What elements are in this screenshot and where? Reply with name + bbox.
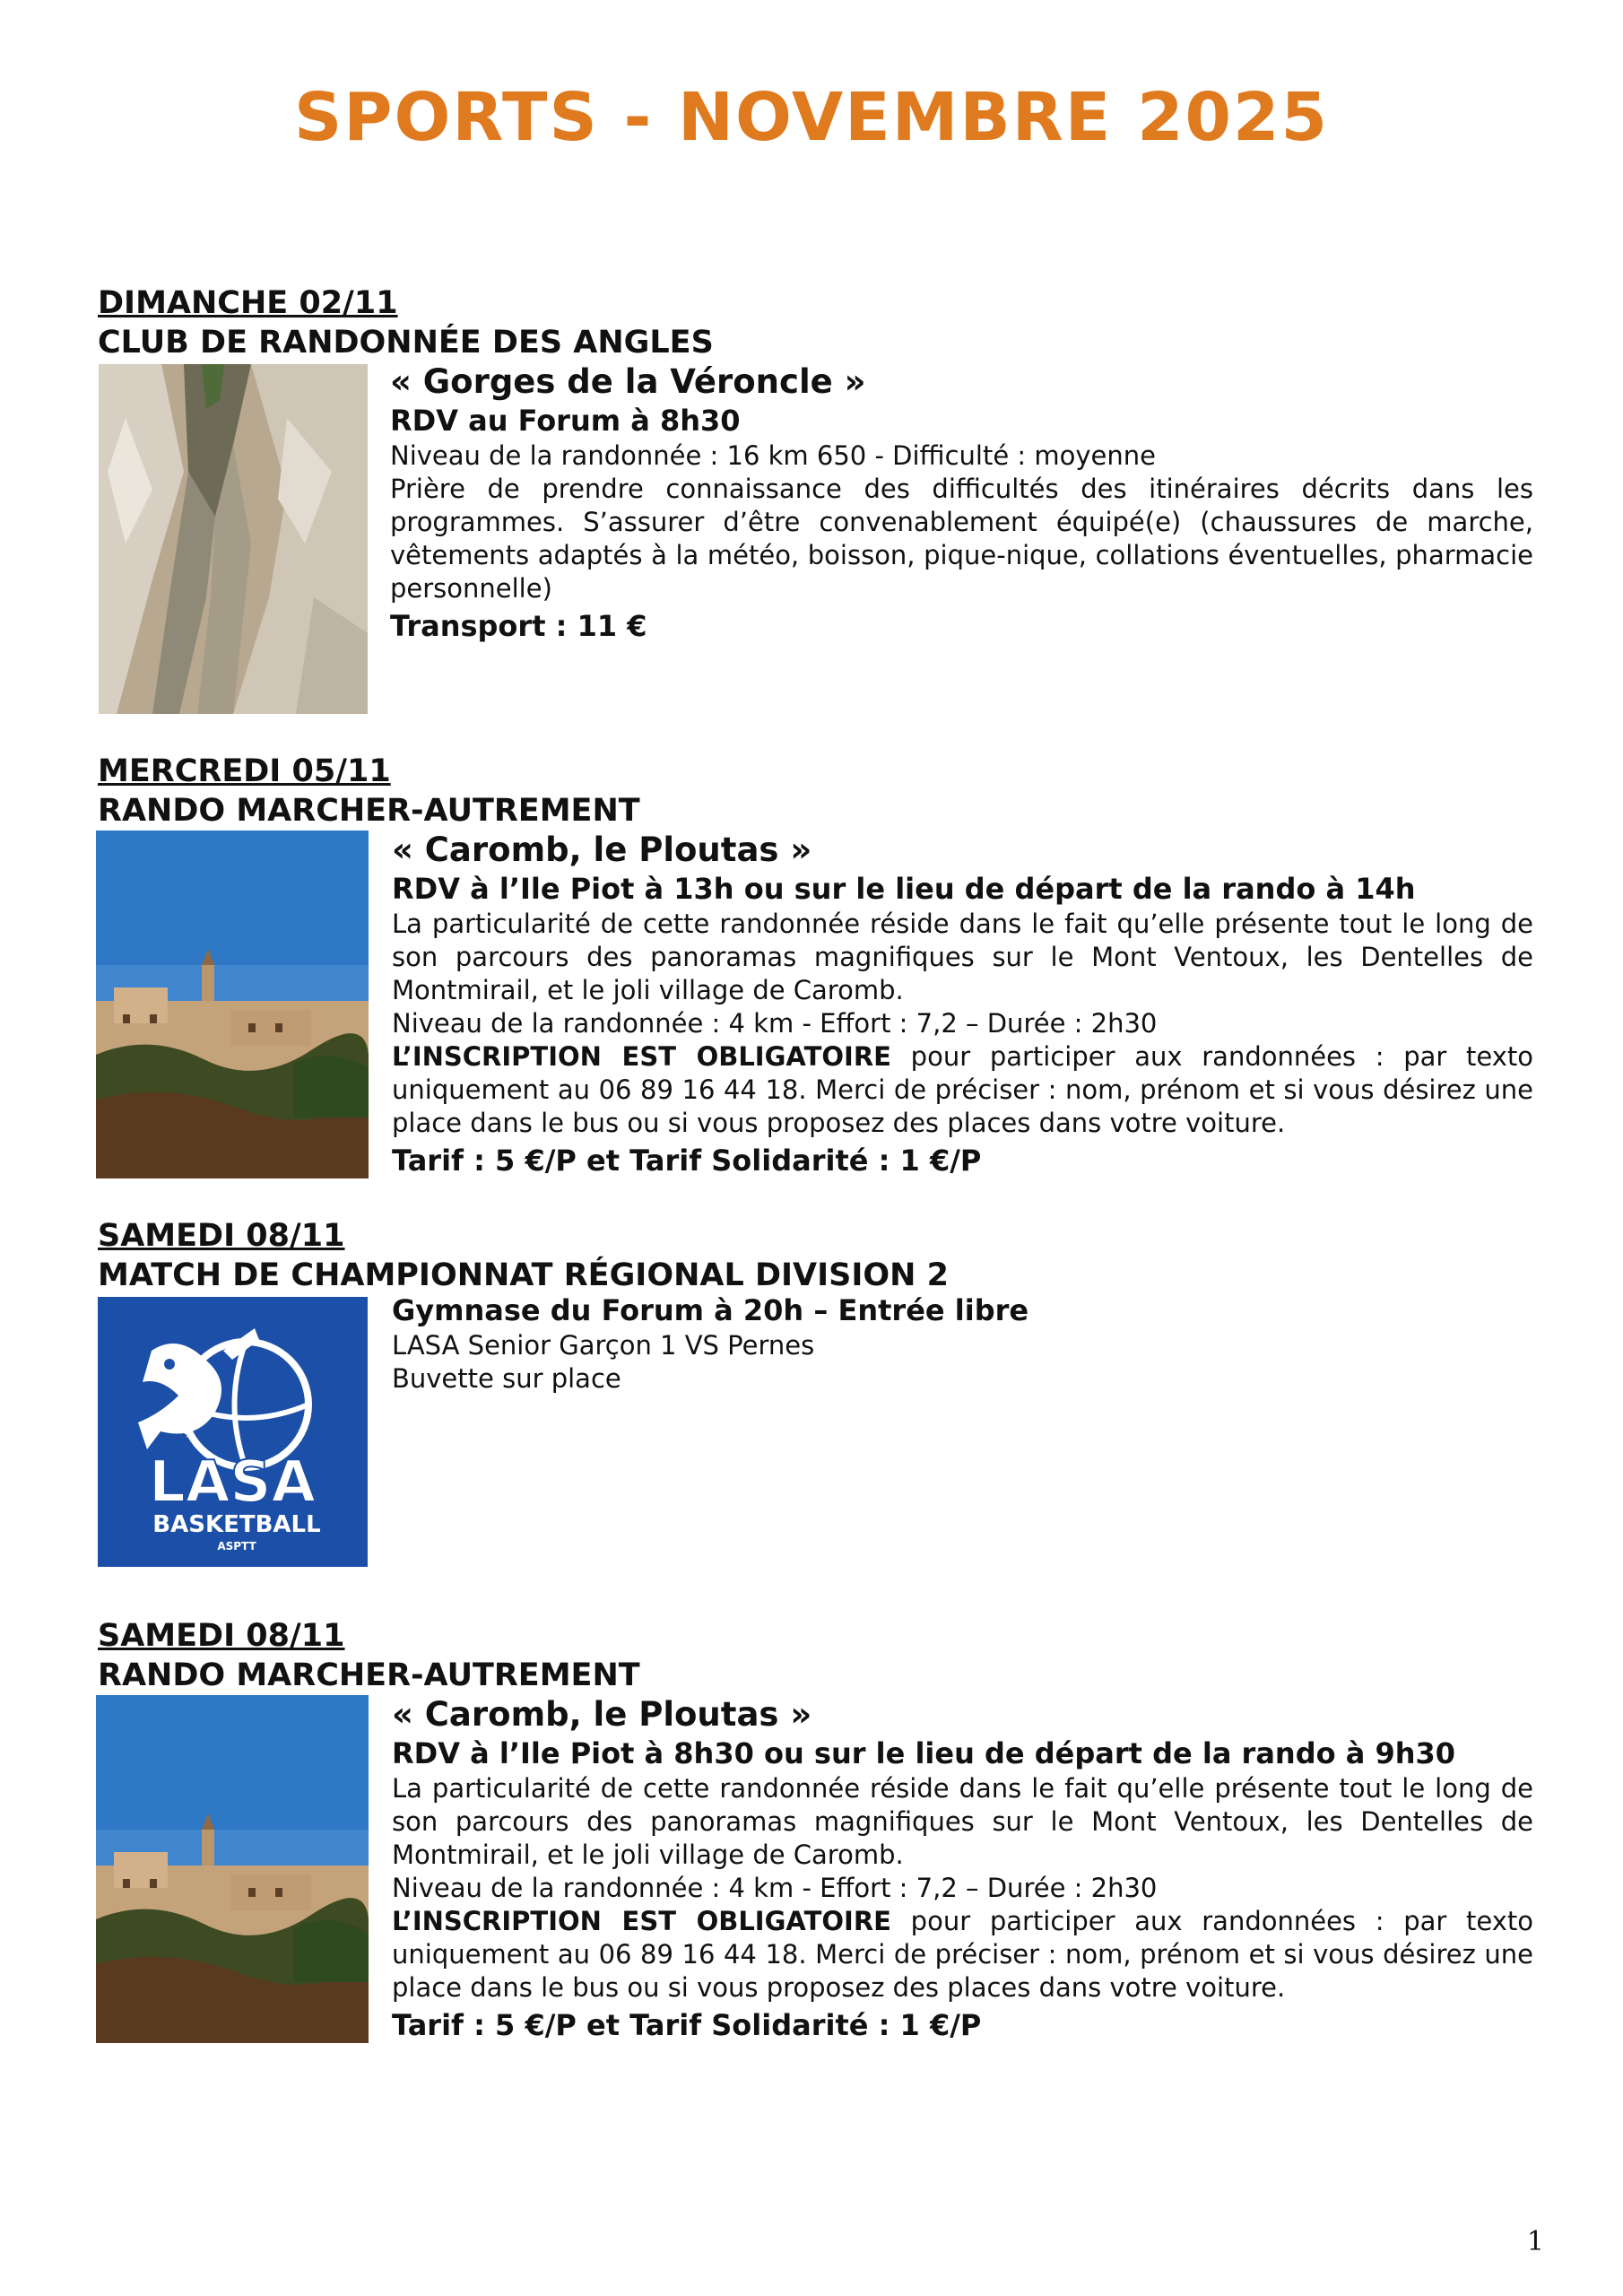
event-price: Tarif : 5 €/P et Tarif Solidarité : 1 €/P — [392, 2008, 982, 2042]
page-number: 1 — [1526, 2226, 1544, 2257]
event-organizer: CLUB DE RANDONNÉE DES ANGLES — [98, 325, 714, 361]
signup-text: pour participer aux randonnées : par texto uniquement au 06 89 16 44 18. Merci de préciser : nom, prénom et si vous désirez une place dans le bus ou si vous proposez des places dans votre voiture. — [392, 1906, 1533, 2003]
event-description: La particularité de cette randonnée réside dans le fait qu’elle présente tout le long de son parcours des panoramas magnifiques sur le Mont Ventoux, les Dentelles de Montmirail, et le joli village de Caromb. — [392, 909, 1533, 1005]
signup-text: pour participer aux randonnées : par texto uniquement au 06 89 16 44 18. Merci de préciser : nom, prénom et si vous désirez une place dans le bus ou si vous proposez des places dans votre voiture. — [392, 1041, 1533, 1138]
logo-club: ASPTT — [217, 1540, 256, 1552]
gorge-photo — [99, 364, 368, 714]
signup-bold: L’INSCRIPTION EST OBLIGATOIRE — [392, 1041, 891, 1072]
event-rdv: RDV à l’Ile Piot à 13h ou sur le lieu de départ de la rando à 14h — [392, 872, 1416, 906]
logo-sport: BASKETBALL — [152, 1511, 321, 1538]
event-level: Niveau de la randonnée : 4 km - Effort : 7,2 – Durée : 2h30 — [392, 1008, 1158, 1039]
event-organizer: MATCH DE CHAMPIONNAT RÉGIONAL DIVISION 2 — [98, 1257, 949, 1293]
signup-bold: L’INSCRIPTION EST OBLIGATOIRE — [392, 1906, 891, 1936]
event-description: Prière de prendre connaissance des difficultés des itinéraires décrits dans les programmes. S’assurer d’être convenablement équipé(e) (chaussures de marche, vêtements adaptés à la météo, boisson, pique-nique, collations éventuelles, pharmacie personnelle) — [390, 474, 1533, 604]
page-title: SPORTS - NOVEMBRE 2025 — [293, 79, 1330, 156]
event-body — [390, 362, 1533, 645]
event-date: SAMEDI 08/11 — [98, 1618, 345, 1654]
event-title: « Gorges de la Véroncle » — [390, 362, 866, 401]
event-date: MERCREDI 05/11 — [98, 753, 391, 789]
event-organizer: RANDO MARCHER-AUTREMENT — [98, 793, 640, 829]
lasa-basketball-logo — [98, 1297, 368, 1567]
event-body — [392, 1695, 1533, 2044]
event-line: LASA Senior Garçon 1 VS Pernes — [392, 1330, 815, 1361]
logo-name: LASA — [149, 1449, 316, 1516]
event-signup — [392, 1905, 1533, 2005]
event-description: La particularité de cette randonnée réside dans le fait qu’elle présente tout le long de son parcours des panoramas magnifiques sur le Mont Ventoux, les Dentelles de Montmirail, et le joli village de Caromb. — [392, 1773, 1533, 1870]
event-date: DIMANCHE 02/11 — [98, 285, 398, 321]
event-rdv: RDV à l’Ile Piot à 8h30 ou sur le lieu de départ de la rando à 9h30 — [392, 1736, 1456, 1770]
village-photo — [96, 1695, 369, 2043]
event-level: Niveau de la randonnée : 4 km - Effort : 7,2 – Durée : 2h30 — [392, 1873, 1158, 1903]
event-rdv: RDV au Forum à 8h30 — [390, 404, 741, 438]
event-title: « Caromb, le Ploutas » — [392, 831, 812, 869]
event-line: Buvette sur place — [392, 1363, 621, 1394]
event-price: Transport : 11 € — [390, 609, 647, 643]
event-body — [392, 1292, 1533, 1396]
event-signup — [392, 1040, 1533, 1140]
event-date: SAMEDI 08/11 — [98, 1218, 345, 1254]
event-title: « Caromb, le Ploutas » — [392, 1695, 812, 1734]
event-body — [392, 831, 1533, 1179]
event-organizer: RANDO MARCHER-AUTREMENT — [98, 1657, 640, 1693]
logo-year: 1995 — [178, 1407, 205, 1440]
event-rdv: Gymnase du Forum à 20h – Entrée libre — [392, 1293, 1029, 1327]
village-photo — [96, 831, 369, 1178]
event-price: Tarif : 5 €/P et Tarif Solidarité : 1 €/P — [392, 1144, 982, 1178]
event-level: Niveau de la randonnée : 16 km 650 - Difficulté : moyenne — [390, 440, 1156, 471]
